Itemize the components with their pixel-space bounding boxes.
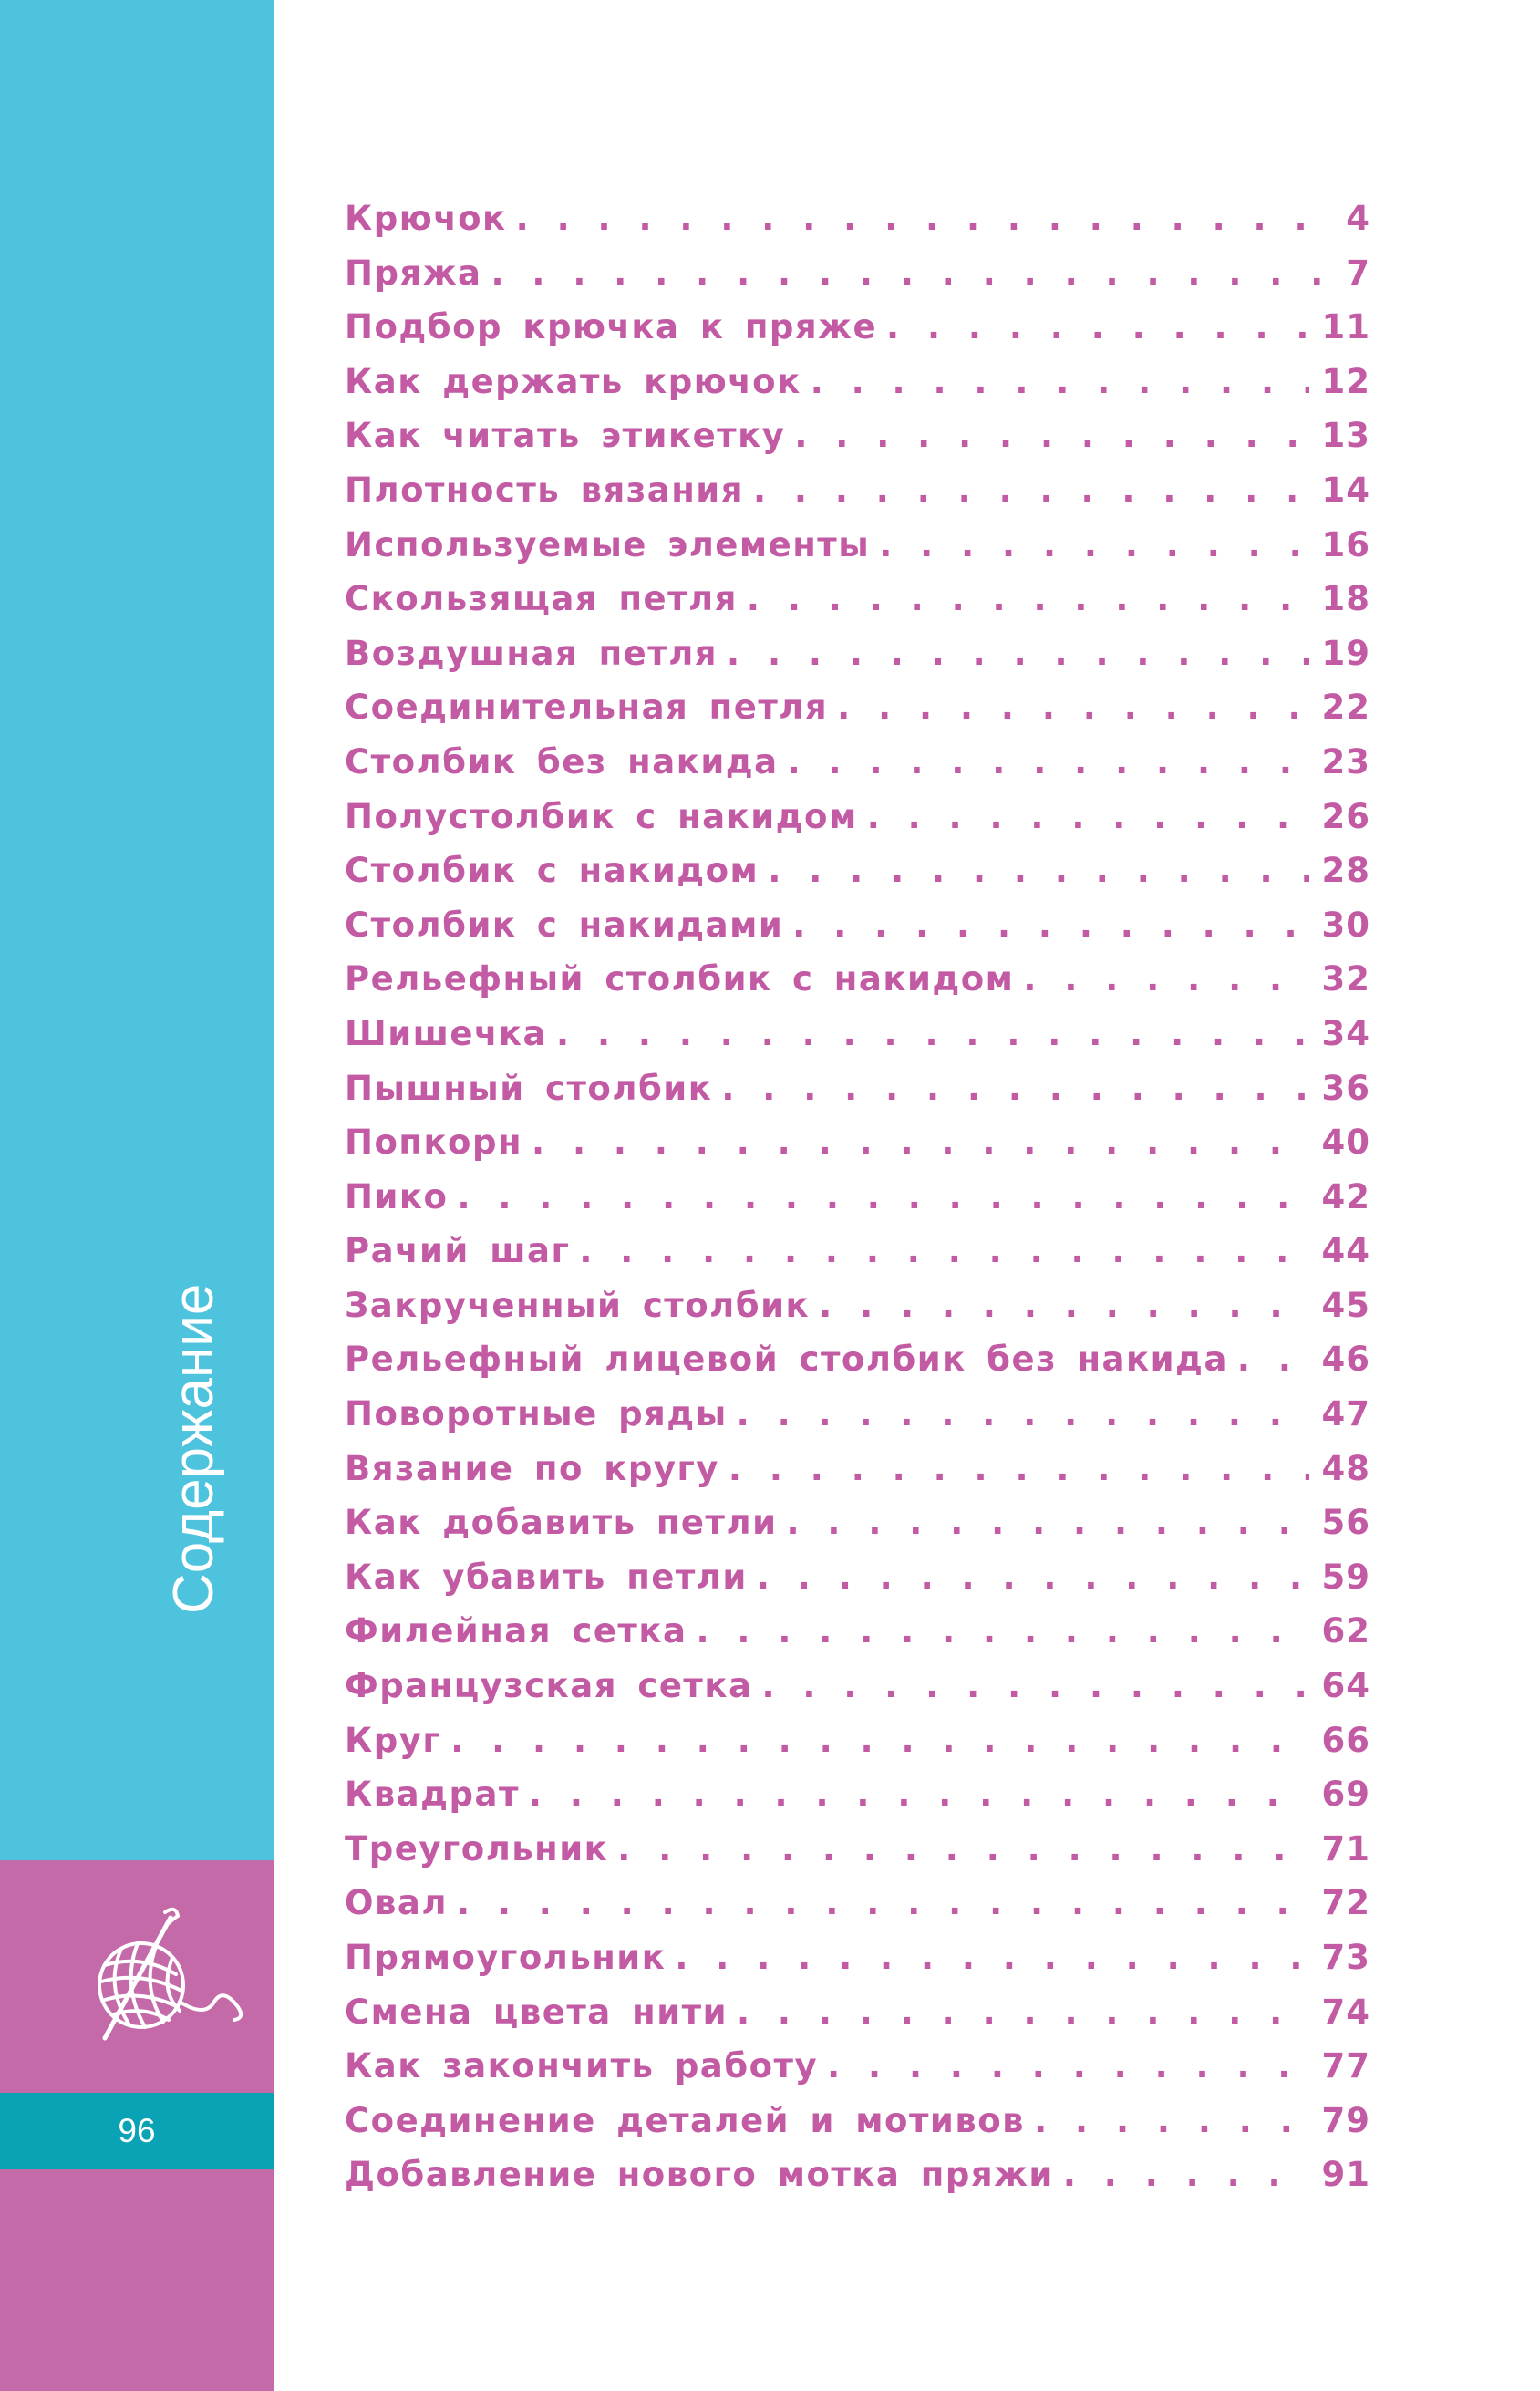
toc-dot-leader [457, 1177, 1308, 1216]
toc-entry[interactable] [345, 1014, 1370, 1069]
toc-entry-title: Квадрат [345, 1775, 520, 1815]
toc-entry[interactable] [345, 1286, 1370, 1340]
toc-dot-leader [819, 1286, 1308, 1325]
toc-entry-title: Воздушная петля [345, 633, 718, 673]
toc-dot-leader [1063, 2155, 1309, 2194]
toc-entry-title: Подбор крючка к пряже [345, 307, 878, 347]
toc-dot-leader [737, 1992, 1309, 2032]
toc-dot-leader [886, 307, 1308, 347]
toc-dot-leader [721, 1069, 1308, 1108]
toc-entry[interactable] [345, 634, 1370, 688]
toc-entry-title: Столбик с накидами [345, 905, 784, 945]
toc-dot-leader [696, 1611, 1308, 1651]
toc-entry-title: Полустолбик с накидом [345, 796, 858, 836]
toc-dot-leader [491, 254, 1334, 293]
toc-dot-leader [737, 1394, 1309, 1434]
toc-dot-leader [529, 1775, 1309, 1814]
table-of-contents [345, 199, 1370, 2210]
toc-dot-leader [617, 1829, 1308, 1868]
toc-dot-leader [675, 1938, 1308, 1977]
toc-dot-leader [532, 1123, 1308, 1162]
toc-entry-page: 44 [1321, 1231, 1370, 1271]
toc-entry-page: 13 [1321, 416, 1370, 456]
toc-entry-page: 40 [1321, 1123, 1370, 1163]
toc-dot-leader [879, 525, 1308, 564]
toc-entry-page: 62 [1321, 1611, 1370, 1651]
toc-entry[interactable] [345, 1123, 1370, 1177]
toc-dot-leader [450, 1721, 1308, 1760]
toc-entry-page: 59 [1321, 1557, 1370, 1597]
toc-entry-title: Треугольник [345, 1828, 609, 1868]
toc-entry-page: 36 [1321, 1068, 1370, 1108]
toc-entry-title: Французская сетка [345, 1666, 753, 1706]
toc-entry[interactable] [345, 851, 1370, 906]
toc-dot-leader [761, 1666, 1308, 1705]
toc-entry-page: 23 [1321, 741, 1370, 781]
toc-entry-page: 30 [1321, 905, 1370, 945]
toc-entry-title: Поворотные ряды [345, 1394, 728, 1434]
toc-dot-leader [787, 1503, 1309, 1542]
toc-entry-title: Вязание по кругу [345, 1448, 719, 1488]
toc-entry-title: Овал [345, 1883, 448, 1923]
toc-entry[interactable] [345, 2101, 1370, 2156]
toc-entry-title: Как закончить работу [345, 2046, 819, 2086]
toc-entry[interactable] [345, 362, 1370, 417]
toc-entry-page: 47 [1321, 1394, 1370, 1434]
toc-entry[interactable] [345, 1666, 1370, 1721]
toc-entry-page: 18 [1321, 579, 1370, 619]
toc-entry-title: Попкорн [345, 1123, 523, 1163]
toc-entry-title: Как добавить петли [345, 1503, 778, 1543]
toc-dot-leader [794, 416, 1308, 455]
toc-entry-page: 42 [1321, 1176, 1370, 1216]
toc-entry-title: Пряжа [345, 253, 482, 293]
toc-entry[interactable] [345, 525, 1370, 580]
toc-entry[interactable] [345, 416, 1370, 471]
toc-dot-leader [827, 2046, 1308, 2086]
yarn-ball-crochet-hook-icon [78, 1901, 251, 2056]
toc-entry-title: Скользящая петля [345, 579, 738, 619]
toc-entry-page: 64 [1321, 1666, 1370, 1706]
toc-entry-page: 16 [1321, 524, 1370, 564]
toc-entry-page: 32 [1321, 959, 1370, 999]
toc-dot-leader [837, 688, 1308, 727]
toc-entry[interactable] [345, 959, 1370, 1014]
toc-entry-page: 48 [1321, 1448, 1370, 1488]
toc-entry-title: Закрученный столбик [345, 1285, 811, 1325]
toc-entry[interactable] [345, 1775, 1370, 1829]
toc-entry-title: Используемые элементы [345, 524, 871, 564]
toc-entry[interactable] [345, 1829, 1370, 1884]
toc-entry-page: 7 [1346, 253, 1370, 293]
sidebar-top-band [0, 0, 274, 1860]
toc-entry[interactable] [345, 1394, 1370, 1449]
toc-entry-title: Рельефный столбик с накидом [345, 959, 1015, 999]
page-number-band [0, 2093, 274, 2169]
toc-entry[interactable] [345, 1340, 1370, 1394]
toc-entry[interactable] [345, 1721, 1370, 1775]
toc-entry[interactable] [345, 307, 1370, 362]
toc-entry[interactable] [345, 1558, 1370, 1612]
toc-entry-page: 77 [1321, 2046, 1370, 2086]
toc-entry[interactable] [345, 2155, 1370, 2210]
toc-entry[interactable] [345, 1938, 1370, 1992]
toc-entry-title: Добавление нового мотка пряжи [345, 2155, 1054, 2195]
toc-entry-title: Как убавить петли [345, 1557, 748, 1597]
toc-entry-page: 72 [1321, 1883, 1370, 1923]
toc-entry-title: Как читать этикетку [345, 416, 786, 456]
toc-entry[interactable] [345, 1992, 1370, 2047]
toc-dot-leader [556, 1014, 1308, 1053]
toc-entry-page: 71 [1321, 1828, 1370, 1868]
toc-entry-title: Столбик с накидом [345, 851, 760, 891]
toc-entry-title: Как держать крючок [345, 361, 801, 401]
toc-entry-page: 34 [1321, 1013, 1370, 1053]
toc-entry-title: Крючок [345, 199, 507, 238]
toc-entry[interactable] [345, 471, 1370, 525]
toc-entry[interactable] [345, 797, 1370, 852]
toc-entry-page: 26 [1321, 796, 1370, 836]
toc-entry-page: 22 [1321, 688, 1370, 728]
sidebar [0, 0, 274, 2391]
toc-entry-title: Шишечка [345, 1013, 548, 1053]
toc-entry[interactable] [345, 1069, 1370, 1123]
toc-dot-leader [1034, 2101, 1308, 2140]
toc-entry-page: 79 [1321, 2100, 1370, 2140]
toc-entry[interactable] [345, 2046, 1370, 2101]
toc-entry-title: Пышный столбик [345, 1068, 713, 1108]
toc-entry-page: 11 [1321, 307, 1370, 347]
toc-dot-leader [753, 471, 1309, 510]
toc-dot-leader [457, 1883, 1309, 1922]
toc-entry[interactable] [345, 1449, 1370, 1504]
toc-entry-title: Рачий шаг [345, 1231, 571, 1271]
toc-dot-leader [757, 1558, 1309, 1597]
toc-entry-page: 74 [1321, 1992, 1370, 2032]
toc-dot-leader [579, 1231, 1308, 1270]
toc-entry-page: 91 [1321, 2155, 1370, 2195]
toc-entry[interactable] [345, 1503, 1370, 1558]
toc-entry-page: 4 [1346, 199, 1370, 238]
toc-entry[interactable] [345, 1611, 1370, 1666]
toc-dot-leader [729, 1449, 1309, 1488]
toc-dot-leader [747, 579, 1309, 618]
toc-entry-page: 28 [1321, 851, 1370, 891]
toc-entry-title: Круг [345, 1720, 442, 1760]
section-title: Содержание [162, 1283, 225, 1614]
toc-entry-page: 12 [1321, 361, 1370, 401]
toc-entry-page: 73 [1321, 1938, 1370, 1977]
toc-dot-leader [1237, 1340, 1309, 1379]
toc-entry-page: 45 [1321, 1285, 1370, 1325]
toc-entry-page: 14 [1321, 470, 1370, 510]
page-number: 96 [118, 2112, 156, 2149]
toc-entry-title: Столбик без накида [345, 741, 779, 781]
toc-dot-leader [792, 906, 1308, 945]
toc-entry[interactable] [345, 742, 1370, 797]
toc-entry[interactable] [345, 1177, 1370, 1232]
toc-dot-leader [727, 634, 1308, 673]
toc-entry-title: Соединительная петля [345, 688, 829, 728]
toc-dot-leader [1023, 959, 1308, 999]
toc-dot-leader [867, 797, 1309, 836]
toc-entry-title: Прямоугольник [345, 1938, 667, 1977]
toc-entry[interactable] [345, 1231, 1370, 1286]
toc-dot-leader [516, 199, 1334, 238]
toc-entry-title: Смена цвета нити [345, 1992, 728, 2032]
toc-entry-title: Пико [345, 1176, 449, 1216]
toc-entry-title: Соединение деталей и мотивов [345, 2100, 1026, 2140]
toc-entry-page: 19 [1321, 633, 1370, 673]
toc-dot-leader [768, 851, 1308, 890]
toc-entry-page: 69 [1321, 1775, 1370, 1815]
toc-entry[interactable] [345, 579, 1370, 634]
toc-entry-page: 46 [1321, 1340, 1370, 1380]
toc-entry[interactable] [345, 199, 1370, 254]
toc-entry[interactable] [345, 1883, 1370, 1938]
toc-entry[interactable] [345, 254, 1370, 308]
toc-entry-title: Плотность вязания [345, 470, 744, 510]
toc-entry[interactable] [345, 906, 1370, 960]
toc-entry-title: Рельефный лицевой столбик без накида [345, 1340, 1228, 1380]
toc-entry[interactable] [345, 688, 1370, 742]
toc-entry-page: 56 [1321, 1503, 1370, 1543]
toc-entry-title: Филейная сетка [345, 1611, 687, 1651]
toc-dot-leader [811, 362, 1309, 401]
toc-dot-leader [788, 742, 1309, 781]
toc-entry-page: 66 [1321, 1720, 1370, 1760]
